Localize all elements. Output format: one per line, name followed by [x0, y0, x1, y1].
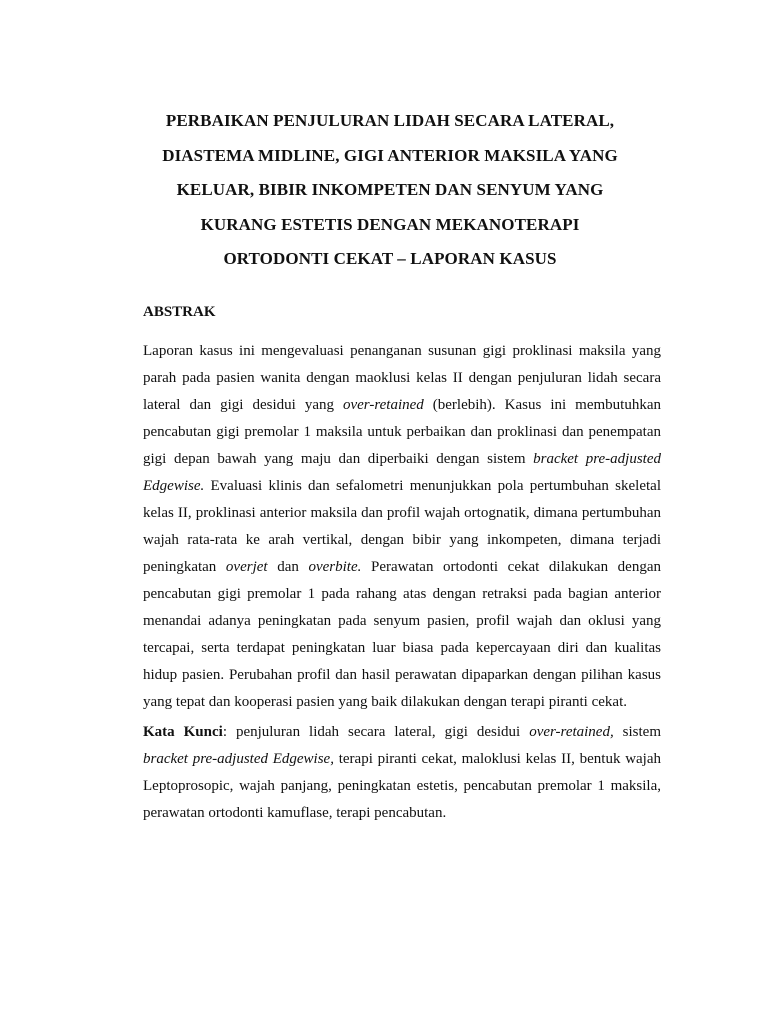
- abstract-line: [143, 527, 661, 554]
- text-run: parah pada pasien wanita dengan maoklusi kelas II dengan penjuluran lidah secara: [143, 370, 661, 386]
- text-run: wajah rata-rata ke arah vertikal, dengan bibir yang inkompeten, dimana terjadi: [143, 532, 661, 548]
- text-run: pencabutan gigi premolar 1 maksila untuk perbaikan dan proklinasi dan penempatan: [143, 424, 661, 440]
- text-run: peningkatan: [143, 559, 226, 575]
- text-run: Evaluasi klinis dan sefalometri menunjukkan pola pertumbuhan skeletal: [204, 478, 661, 494]
- italic-term: over-retained: [342, 397, 424, 413]
- abstract-line: [143, 365, 661, 392]
- abstract-heading: ABSTRAK: [143, 304, 216, 320]
- abstract-line: [143, 635, 661, 662]
- abstract-line: [143, 338, 661, 365]
- title-line: KELUAR, BIBIR INKOMPETEN DAN SENYUM YANG: [176, 180, 604, 199]
- text-run: lateral dan gigi desidui yang: [143, 397, 343, 413]
- abstract-line: [143, 581, 661, 608]
- text-run: yang tepat dan kooperasi pasien yang baik dilakukan dengan terapi piranti cekat.: [143, 694, 627, 710]
- keywords-line: [143, 773, 661, 800]
- text-run: Leptoprosopic, wajah panjang, peningkatan estetis, pencabutan premolar 1 maksila,: [143, 778, 661, 794]
- italic-term: Edgewise.: [143, 478, 205, 494]
- text-run: menandai adanya peningkatan pada senyum pasien, profil wajah dan oklusi yang: [143, 613, 661, 629]
- italic-term: bracket pre-adjusted Edgewise,: [143, 751, 334, 767]
- keywords-line: [143, 746, 661, 773]
- title-line: PERBAIKAN PENJULURAN LIDAH SECARA LATERAL,: [165, 111, 615, 130]
- abstract-line: [143, 554, 661, 581]
- keywords-paragraph: [143, 719, 661, 827]
- text-run: hidup pasien. Perubahan profil dan hasil perawatan dipaparkan dengan pilihan kasus: [143, 667, 661, 683]
- keywords-label: Kata Kunci: [143, 724, 223, 740]
- text-run: terapi piranti cekat, maloklusi kelas II, bentuk wajah: [333, 751, 662, 767]
- title-line: KURANG ESTETIS DENGAN MEKANOTERAPI: [200, 214, 580, 234]
- abstract-line: [143, 446, 661, 473]
- text-run: Laporan kasus ini mengevaluasi penanganan susunan gigi proklinasi maksila yang: [143, 343, 661, 359]
- abstract-line: [143, 473, 661, 500]
- text-run: sistem: [613, 724, 662, 740]
- italic-term: overjet: [225, 559, 268, 575]
- text-run: kelas II, proklinasi anterior maksila dan profil wajah ortognatik, dimana pertumbuhan: [143, 505, 661, 521]
- italic-term: overbite.: [308, 559, 362, 575]
- keywords-line: [143, 719, 661, 746]
- text-run: Perawatan ortodonti cekat dilakukan dengan: [361, 559, 661, 575]
- abstract-line: [143, 500, 661, 527]
- abstract-line: [143, 689, 661, 716]
- text-run: perawatan ortodonti kamuflase, terapi pencabutan.: [143, 805, 447, 821]
- abstract-line: [143, 662, 661, 689]
- text-run: (berlebih). Kasus ini membutuhkan: [423, 397, 661, 413]
- text-run: : penjuluran lidah secara lateral, gigi desidui: [222, 724, 530, 740]
- keywords-line: [143, 800, 661, 827]
- text-run: tercapai, serta terdapat peningkatan luar biasa pada kepercayaan diri dan kualitas: [143, 640, 661, 656]
- text-run: dan: [267, 559, 309, 575]
- title-line: ORTODONTI CEKAT – LAPORAN KASUS: [223, 249, 557, 268]
- abstract-line: [143, 608, 661, 635]
- italic-term: over-retained,: [529, 724, 614, 740]
- text-run: gigi depan bawah yang maju dan diperbaiki dengan sistem: [143, 451, 534, 467]
- text-run: pencabutan gigi premolar 1 pada rahang atas dengan retraksi pada bagian anterior: [143, 586, 661, 602]
- italic-term: bracket pre-adjusted: [533, 451, 661, 467]
- title-line: DIASTEMA MIDLINE, GIGI ANTERIOR MAKSILA YANG: [162, 145, 618, 165]
- abstract-line: [143, 419, 661, 446]
- abstract-paragraph: [143, 338, 661, 716]
- abstract-line: [143, 392, 661, 419]
- document-title: [120, 104, 660, 277]
